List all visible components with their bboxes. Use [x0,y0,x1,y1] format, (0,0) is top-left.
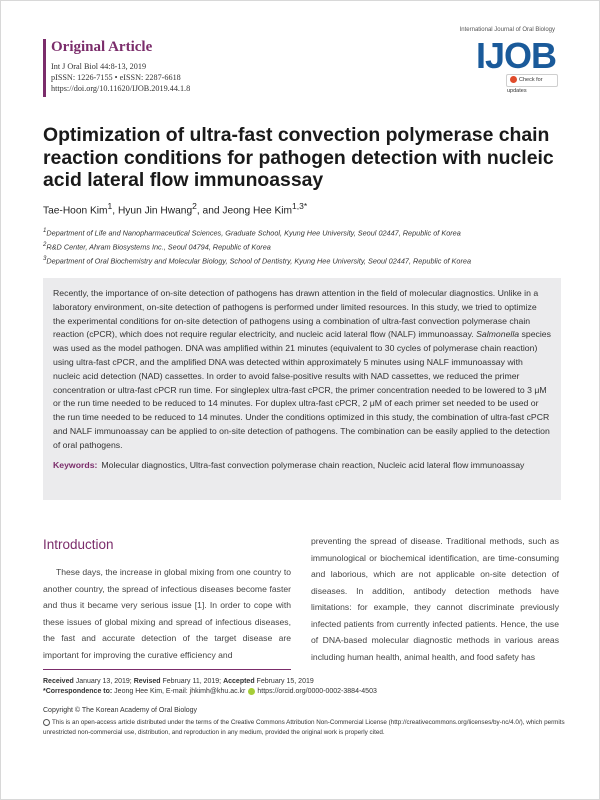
journal-name: International Journal of Oral Biology [459,27,555,33]
author-name: Jeong Hee Kim [222,205,293,217]
article-type: Original Article [51,39,153,55]
author-list: Tae-Hoon Kim$^1$, Hyun Jin Hwang$^2$, and Jeong Hee Kim$^{1,3*}$ [43,201,308,217]
article-title: Optimization of ultra-fast convection polymerase chain reaction conditions for pathogen detection with nucleic acid lateral flow immunoassay [43,124,554,191]
orcid-link[interactable]: https://orcid.org/0000-0002-3884-4503 [257,688,377,695]
journal-logo: IJOB [476,35,557,76]
footer-rule [43,669,291,670]
abstract-text: Recently, the importance of on-site detection of pathogens has drawn attention in the field of molecular diagnostics. Unlike in a laboratory environment, on-site detection of pathogens is performed under limited resources. In this study, we tried to optimize the experimental conditions for on-site detection of pathogens using a combination of ultra-fast convection polymerase chain reaction (cPCR), which does not require regular electricity, and nucleic acid lateral flow (NALF) immunoassay. Salmonella species was used as the model pathogen. DNA was amplified within 21 minutes (equivalent to 30 cycles of polymerase chain reaction) using ultra-fast cPCR, and the amplified DNA was detected within approximately 5 minutes using NALF immunoassay with nucleic acid detection (NAD) cassettes. In order to avoid false-positive results with NAD cassettes, we reduced the primer concentration or ultra-fast cPCR run time. For singleplex ultra-fast cPCR, the primer concentration needed to be lowered to 3 μM or the run time needed to be reduced to 14 minutes. For duplex ultra-fast cPCR, 2 μM of each primer set needed to be used or the run time needed to be reduced to 14 minutes. Under the conditions optimized in this study, the combination of ultra-fast cPCR and NALF immunoassay can be applied to on-site detection of pathogens. The combination can be easily applied to the detection of oral pathogens. [53,288,551,450]
crossmark-icon [510,76,517,83]
creative-commons-icon [43,719,50,726]
keywords-label: Keywords: [53,459,98,470]
dates-line: Received January 13, 2019; Revised February 11, 2019; Accepted February 15, 2019 [43,678,314,685]
body-column-right: preventing the spread of disease. Traditional methods, such as immunological or biochemical identification, are time-consuming and laborious, which are not applicable on-site detection of diseases. In addition, antibody detection methods have limitations: for example, they cannot discriminate previously infected patients from currently infected patients. Hence, the use of DNA-based molecular diagnostic methods in various areas including human health, animal health, and food safety has [311,536,559,662]
author-affil-sup: 1,3* [292,201,308,211]
article-meta [51,61,190,94]
author-affil-sup: 2 [192,201,197,211]
orcid-icon [248,688,255,695]
citation: Int J Oral Biol 44:8-13, 2019 [51,62,147,71]
section-heading: Introduction [43,537,114,552]
issn: pISSN: 1226-7155 • eISSN: 2287-6618 [51,73,181,82]
keywords-text: Molecular diagnostics, Ultra-fast convection polymerase chain reaction, Nucleic acid lateral flow immunoassay [101,459,525,470]
affiliation-item: $^3$Department of Oral Biochemistry and Molecular Biology, School of Dentistry, Kyung Hee University, Seoul 02447, Republic of Korea [43,254,472,266]
affiliation-item: $^2$R&D Center, Ahram Biosystems Inc., Seoul 04794, Republic of Korea [43,240,271,252]
affiliations [43,225,573,267]
abstract-box [43,278,561,500]
check-updates-label: Check for updates [507,77,543,94]
body-column-left: These days, the increase in global mixing from one country to another country, the spread of infectious diseases become faster and thus it became very serious issue [1]. In order to cope with these issues of global mixing and spread of infectious diseases, the fast and accurate detection of the target disease are important for improving the curative efficiency and [43,567,291,660]
license-text: This is an open-access article distributed under the terms of the Creative Commons Attribution Non-Commercial License (http://creativecommons.org/licenses/by-nc/4.0/), which permits unrestricted non-commercial use, distribution, and reproduction in any medium, provided the original work is properly cited. [43,719,565,736]
affiliation-item: $^1$Department of Life and Nanopharmaceutical Sciences, Graduate School, Kyung Hee University, Seoul 02447, Republic of Korea [43,227,461,238]
check-updates-button[interactable] [506,74,558,94]
copyright: Copyright © The Korean Academy of Oral Biology [43,707,198,714]
author-affil-sup: 1 [107,201,113,211]
header-accent-bar [43,39,46,97]
doi-link[interactable]: https://doi.org/10.11620/IJOB.2019.44.1.8 [51,84,191,93]
correspondence-line: *Correspondence to: Jeong Hee Kim, E-mail: jhkimh@khu.ac.kr https://orcid.org/0000-0002-3884-4503 [43,688,377,695]
author-name: Tae-Hoon Kim [43,205,108,217]
author-name: Hyun Jin Hwang [117,205,193,217]
keywords [53,459,551,472]
